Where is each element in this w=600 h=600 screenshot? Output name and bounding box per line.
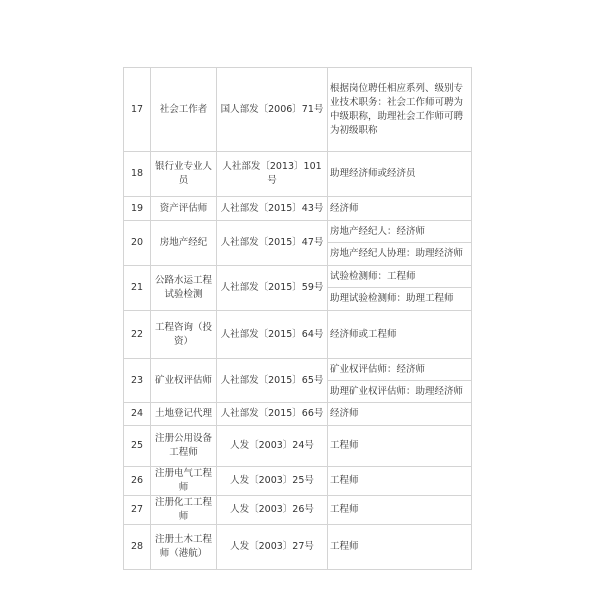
document-number: 人社部发〔2015〕59号 <box>217 266 328 311</box>
table-row <box>124 525 472 570</box>
document-number: 人发〔2003〕27号 <box>217 525 328 570</box>
document-number: 人社部发〔2015〕66号 <box>217 403 328 426</box>
table-row <box>124 221 472 243</box>
corresponding-title: 经济师 <box>328 403 472 426</box>
qualification-name: 注册化工工程师 <box>151 496 217 525</box>
table-body <box>124 68 472 570</box>
table-row <box>124 68 472 152</box>
qualification-name: 公路水运工程试验检测 <box>151 266 217 311</box>
row-number: 28 <box>124 525 151 570</box>
qualification-name: 注册土木工程师（港航） <box>151 525 217 570</box>
row-number: 17 <box>124 68 151 152</box>
table-row <box>124 266 472 288</box>
table-row <box>124 152 472 197</box>
document-number: 人发〔2003〕24号 <box>217 426 328 467</box>
document-number: 人发〔2003〕25号 <box>217 467 328 496</box>
table-row <box>124 311 472 359</box>
qualification-table <box>123 67 472 570</box>
document-number: 国人部发〔2006〕71号 <box>217 68 328 152</box>
corresponding-title: 房地产经纪人协理：助理经济师 <box>328 243 472 266</box>
row-number: 18 <box>124 152 151 197</box>
qualification-name: 工程咨询（投资） <box>151 311 217 359</box>
table-row <box>124 403 472 426</box>
corresponding-title: 经济师或工程师 <box>328 311 472 359</box>
document-number: 人社部发〔2015〕47号 <box>217 221 328 266</box>
table-row <box>124 426 472 467</box>
qualification-name: 土地登记代理 <box>151 403 217 426</box>
corresponding-title: 助理试验检测师：助理工程师 <box>328 288 472 311</box>
table-row <box>124 359 472 381</box>
row-number: 23 <box>124 359 151 403</box>
row-number: 27 <box>124 496 151 525</box>
document-number: 人发〔2003〕26号 <box>217 496 328 525</box>
row-number: 26 <box>124 467 151 496</box>
table-row <box>124 467 472 496</box>
corresponding-title: 工程师 <box>328 496 472 525</box>
corresponding-title: 工程师 <box>328 467 472 496</box>
corresponding-title: 经济师 <box>328 197 472 221</box>
row-number: 20 <box>124 221 151 266</box>
document-number: 人社部发〔2015〕43号 <box>217 197 328 221</box>
corresponding-title: 房地产经纪人：经济师 <box>328 221 472 243</box>
qualification-name: 社会工作者 <box>151 68 217 152</box>
document-number: 人社部发〔2015〕65号 <box>217 359 328 403</box>
qualification-name: 房地产经纪 <box>151 221 217 266</box>
qualification-name: 资产评估师 <box>151 197 217 221</box>
table-row <box>124 496 472 525</box>
corresponding-title: 工程师 <box>328 525 472 570</box>
corresponding-title: 试验检测师：工程师 <box>328 266 472 288</box>
corresponding-title: 助理经济师或经济员 <box>328 152 472 197</box>
row-number: 22 <box>124 311 151 359</box>
row-number: 21 <box>124 266 151 311</box>
corresponding-title: 矿业权评估师：经济师 <box>328 359 472 381</box>
row-number: 19 <box>124 197 151 221</box>
table-row <box>124 197 472 221</box>
qualification-name: 注册电气工程师 <box>151 467 217 496</box>
document-number: 人社部发〔2013〕101号 <box>217 152 328 197</box>
row-number: 24 <box>124 403 151 426</box>
qualification-name: 注册公用设备工程师 <box>151 426 217 467</box>
qualification-name: 银行业专业人员 <box>151 152 217 197</box>
qualification-name: 矿业权评估师 <box>151 359 217 403</box>
corresponding-title: 工程师 <box>328 426 472 467</box>
corresponding-title: 根据岗位聘任相应系列、级别专业技术职务：社会工作师可聘为中级职称，助理社会工作师可聘为初级职称 <box>328 68 472 152</box>
corresponding-title: 助理矿业权评估师：助理经济师 <box>328 381 472 403</box>
row-number: 25 <box>124 426 151 467</box>
document-number: 人社部发〔2015〕64号 <box>217 311 328 359</box>
